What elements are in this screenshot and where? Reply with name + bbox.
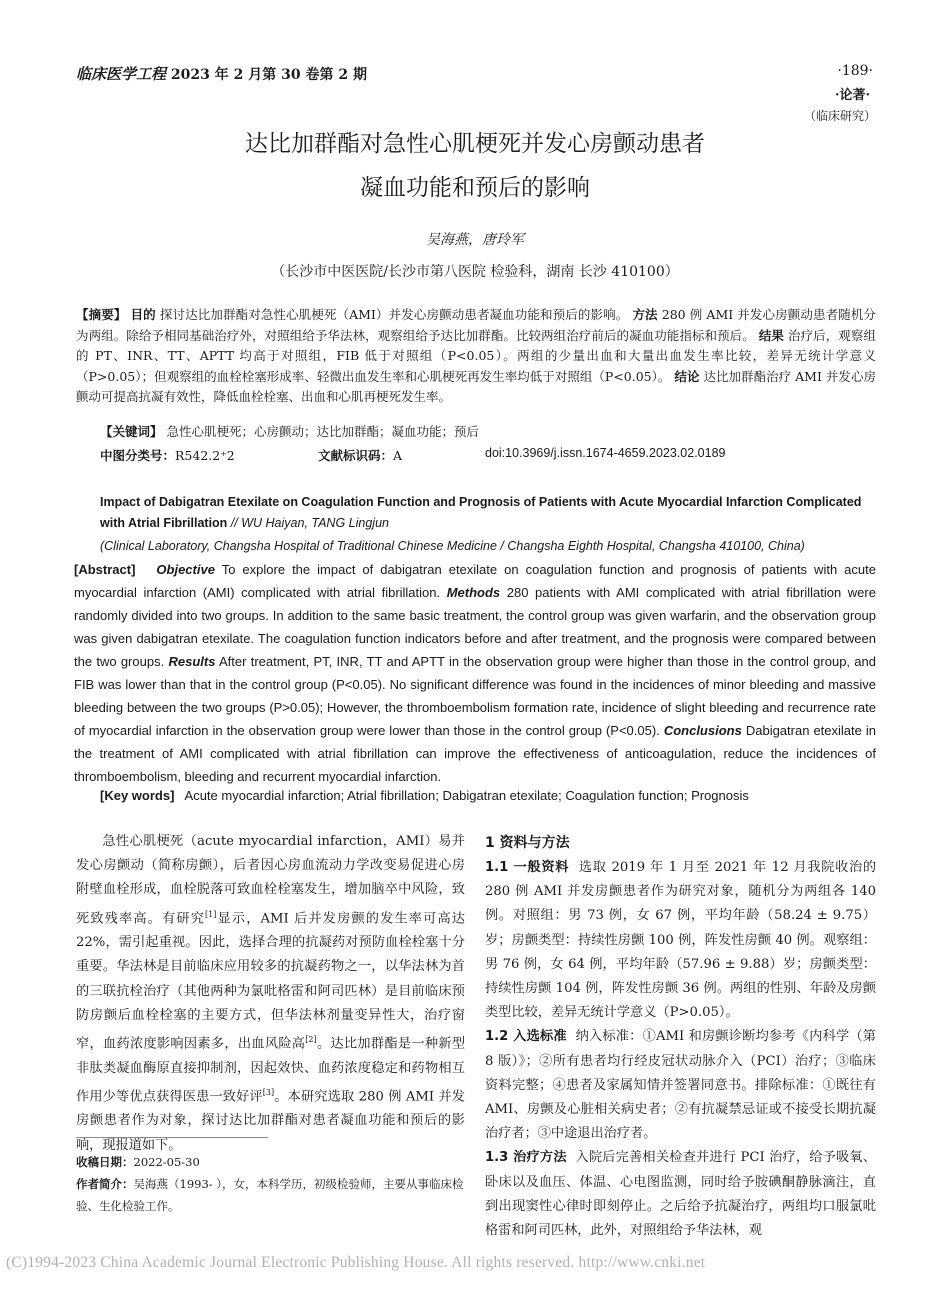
citation-ref-1[interactable]: [1] — [205, 909, 217, 919]
subsection-1-2-title: 1.2 入选标准 — [485, 1029, 567, 1045]
cn-keywords-text: 急性心肌梗死；心房颤动；达比加群酯；凝血功能；预后 — [166, 424, 480, 439]
subsection-1-3-title: 1.3 治疗方法 — [485, 1150, 567, 1166]
cn-methods-label: 方法 — [632, 307, 658, 322]
cn-abstract — [76, 305, 876, 419]
section-label: ·论著· — [834, 88, 870, 103]
section-sublabel: （临床研究） — [803, 109, 876, 123]
received-value: 2022-05-30 — [133, 1155, 200, 1169]
document-code — [318, 446, 402, 464]
author-info — [76, 1173, 465, 1217]
page-number: ·189· — [837, 63, 873, 79]
article-title-line1: 达比加群酯对急性心肌梗死并发心房颤动患者 — [245, 131, 705, 157]
en-objective-label: Objective — [156, 562, 215, 577]
article-title-line2: 凝血功能和预后的影响 — [360, 175, 590, 201]
cn-keywords-label: 【关键词】 — [100, 424, 163, 439]
cn-conclusion-label: 结论 — [674, 368, 700, 384]
subsection-1-1 — [485, 856, 876, 1025]
en-abstract-label: [Abstract] — [74, 562, 136, 577]
en-authors: // WU Haiyan, TANG Lingjun — [230, 516, 389, 530]
received-label: 收稿日期： — [76, 1155, 134, 1169]
author-info-label: 作者简介： — [76, 1177, 134, 1191]
cn-objective-label: 目的 — [130, 307, 156, 322]
en-results: After treatment, PT, INR, TT and APTT in the observation group were higher than those in the control group, and FIB was lower than that in the control group (P<0.05). No significant difference was found in the incidences of minor bleeding and massive bleeding between the two groups (P>0.05); However, the thromboembolism formation rate, incidence of slight bleeding and recurrence rate of myocardial infarction in the observation group were lower than those in the control group (P<0.05). — [74, 654, 876, 738]
en-keywords — [100, 788, 749, 803]
en-title — [100, 492, 870, 534]
intro-text-3: 。达比加群酯是一种新型非肽类凝血酶原直接抑制剂，因起效快、血药浓度稳定和药物相互作用少等优点获得医患一致好评 — [76, 1036, 466, 1105]
en-objective: To explore the impact of dabigatran etexilate on coagulation function and prognosis of patients with acute myocardial infarction (AMI) complicated with atrial fibrillation. — [74, 562, 876, 600]
en-conclusions: Dabigatran etexilate in the treatment of AMI complicated with atrial fibrillation can improve the effectiveness of anticoagulation, reduce the incidences of thromboembolism, bleeding and recurrent myocardial infarction. — [74, 723, 876, 784]
en-keywords-text: Acute myocardial infarction; Atrial fibrillation; Dabigatran etexilate; Coagulation function; Prognosis — [184, 788, 749, 803]
journal-header — [76, 63, 367, 84]
journal-issue: 2023 年 2 月第 30 卷第 2 期 — [170, 67, 367, 83]
clc-label: 中图分类号： — [100, 448, 176, 463]
footnote-divider — [76, 1137, 268, 1138]
en-abstract — [74, 558, 876, 788]
doc-code-label: 文献标识码： — [318, 448, 394, 463]
intro-paragraph — [76, 830, 466, 1153]
clc-number — [100, 446, 235, 464]
subsection-1-1-text: 选取 2019 年 1 月至 2021 年 12 月我院收治的 280 例 AMI 并发房颤患者作为研究对象，随机分为两组各 140 例。对照组：男 73 例，女 67 例，平均年龄（58.24 ± 9.75）岁；房颤类型：持续性房颤 100 例，阵发性房颤 40 例。观察组：男 76 例，女 64 例，平均年龄（57.96 ± 9.88）岁；房颤类型：持续性房颤 104 例，阵发性房颤 36 例。两组的性别、年龄及房颤类型比较，差异无统计学意义（P>0.05）。 — [485, 860, 877, 1021]
methods-section — [485, 830, 877, 1239]
cn-abstract-label: 【摘要】 — [76, 307, 127, 322]
en-title-text: Impact of Dabigatran Etexilate on Coagulation Function and Prognosis of Patients with Acute Myocardial Infarction Complicated with Atrial Fibrillation — [100, 495, 862, 530]
en-keywords-label: [Key words] — [100, 788, 175, 803]
citation-ref-3[interactable]: [3] — [262, 1087, 275, 1097]
doi-link[interactable]: doi:10.3969/j.issn.1674-4659.2023.02.0189 — [485, 446, 726, 460]
subsection-1-3-text: 入院后完善相关检查并进行 PCI 治疗，给予吸氧、卧床以及血压、体温、心电图监测，同时给予胺碘酮静脉滴注，直到出现窦性心律时即刻停止。之后给予抗凝治疗，两组均口服氯吡格雷和阿司匹林，此外，对照组给予华法林，观 — [485, 1150, 877, 1239]
subsection-1-2 — [485, 1025, 876, 1146]
article-authors: 吴海燕，唐玲军 — [426, 232, 524, 248]
intro-text-4: 。本研究选取 280 例 AMI 并发房颤患者作为对象，探讨达比加群酯对患者凝血功能和预后的影响，现报道如下。 — [76, 1089, 465, 1153]
copyright-watermark: (C)1994-2023 China Academic Journal Electronic Publishing House. All rights reserved. http://www.cnki.net — [6, 1254, 706, 1271]
cn-objective: 探讨达比加群酯对急性心肌梗死（AMI）并发心房颤动患者凝血功能和预后的影响。 — [159, 307, 629, 322]
received-date — [76, 1151, 465, 1173]
en-methods-label: Methods — [446, 585, 501, 600]
cn-results: 治疗后，观察组的 PT、INR、TT、APTT 均高于对照组，FIB 低于对照组（P<0.05）。两组的少量出血和大量出血发生率比较，差异无统计学意义（P>0.05）；但观察组的血栓栓塞形成率、轻微出血发生率和心肌梗死再发生率均低于对照组（P<0.05）。 — [76, 327, 876, 384]
journal-name: 临床医学工程 — [76, 65, 167, 83]
article-affiliation: （长沙市中医医院/长沙市第八医院 检验科，湖南 长沙 410100） — [271, 264, 679, 280]
doc-code-value: A — [393, 448, 403, 463]
cn-keywords — [100, 422, 479, 440]
intro-text-1: 急性心肌梗死（acute myocardial infarction，AMI）易并发心房颤动（简称房颤），后者因心房血流动力学改变易促进心房附壁血栓形成，血栓脱落可致血栓栓塞发生，增加脑卒中风险，致死致残率高。有研究 — [76, 834, 465, 926]
cn-methods: 280 例 AMI 并发心房颤动患者随机分为两组。除给予相同基础治疗外，对照组给予华法林，观察组给予达比加群酯。比较两组治疗前后的凝血功能指标和预后。 — [76, 307, 876, 343]
citation-ref-2[interactable]: [2] — [305, 1035, 317, 1045]
clc-value: R542.2⁺2 — [175, 448, 235, 463]
intro-text-2: 显示，AMI 后并发房颤的发生率可高达 22%，需引起重视。因此，选择合理的抗凝药对预防血栓栓塞十分重要。华法林是目前临床应用较多的抗凝药物之一，以华法林为首的三联抗栓治疗（其他两种为氯吡格雷和阿司匹林）是目前临床预防房颤后血栓栓塞的主要方式，但华法林剂量变异性大，治疗窗窄，血药浓度影响因素多，出血风险高 — [76, 911, 465, 1052]
section-heading-1: 1 资料与方法 — [485, 835, 570, 851]
cn-results-label: 结果 — [758, 327, 784, 343]
en-results-label: Results — [168, 654, 216, 669]
en-methods: 280 patients with AMI complicated with atrial fibrillation were randomly divided into two groups. In addition to the same basic treatment, the control group was given warfarin, and the observation group was given dabigatran etexilate. The coagulation function indicators before and after treatment, and the prognosis were compared between the two groups. — [74, 585, 876, 669]
en-conclusions-label: Conclusions — [663, 723, 742, 738]
cn-conclusion: 达比加群酯治疗 AMI 并发心房颤动可提高抗凝有效性，降低血栓栓塞、出血和心肌再梗死发生率。 — [76, 368, 876, 405]
subsection-1-1-title: 1.1 一般资料 — [485, 860, 570, 875]
subsection-1-3 — [485, 1146, 876, 1243]
en-affiliation: (Clinical Laboratory, Changsha Hospital of Traditional Chinese Medicine / Changsha Eighth Hospital, Changsha 410100, China) — [100, 539, 805, 553]
author-info-text: 吴海燕（1993- ），女，本科学历，初级检验师，主要从事临床检验、生化检验工作。 — [76, 1177, 464, 1213]
subsection-1-2-text: 纳入标准：①AMI 和房颤诊断均参考《内科学（第 8 版）》；②所有患者均行经皮冠状动脉介入（PCI）治疗；③临床资料完整；④患者及家属知情并签署同意书。排除标准：①既往有 AMI、房颤及心脏相关病史者；②有抗凝禁忌证或不接受长期抗凝治疗者；③中途退出治疗者。 — [485, 1029, 876, 1142]
